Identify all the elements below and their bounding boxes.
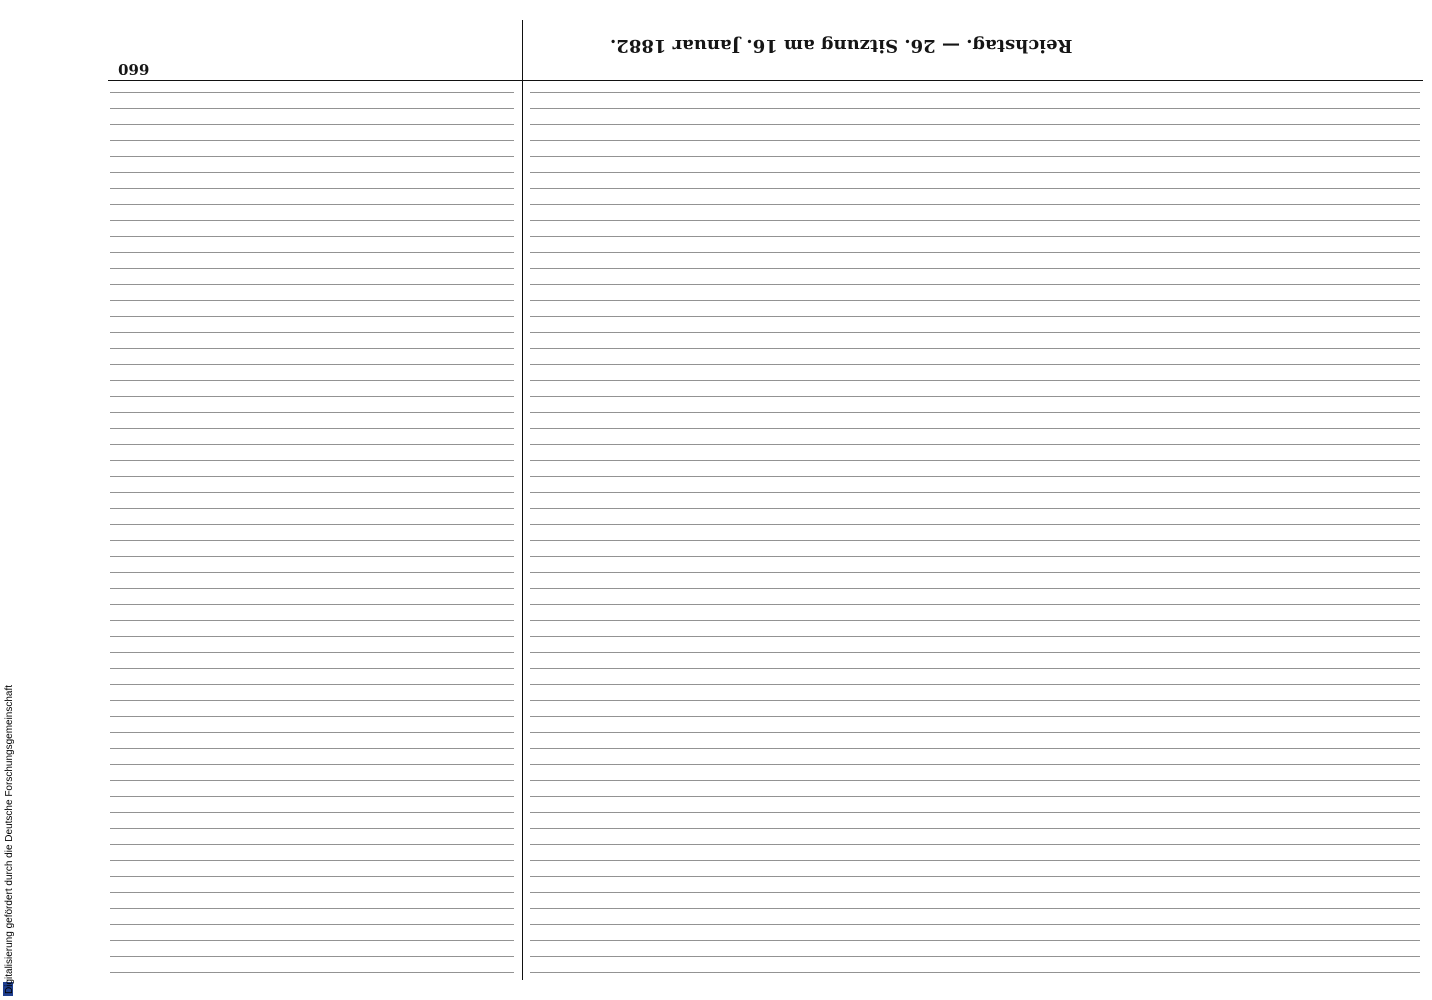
top-rule [522,20,523,980]
journal-title: Reichstag. — 26. Sitzung am 16. Januar 1882. [610,35,1073,56]
page-number: 660 [118,60,150,78]
digitization-note: Digitalisierung gefördert durch die Deutsche Forschungsgemeinschaft [4,684,15,994]
left-text-column [110,92,514,975]
header-rule [108,80,1423,81]
right-text-column [530,92,1420,975]
